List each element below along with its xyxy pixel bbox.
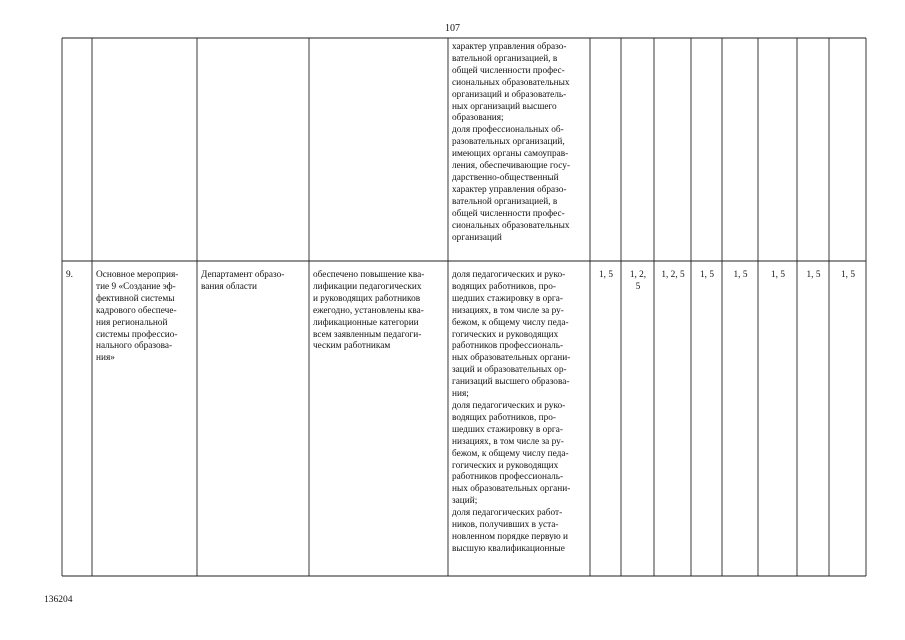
result-cell: обеспечено повышение ква- лификации педагогических и руководящих работников ежегодно, установлены ква- лификационные категории всем заявленным педагоги- ческим работникам — [313, 270, 425, 352]
value-cell-3: 1, 2, 5 — [661, 270, 685, 280]
page-number: 107 — [445, 23, 460, 34]
value-cell-7: 1, 5 — [806, 270, 821, 280]
value-cell-2: 1, 2, 5 — [629, 270, 647, 292]
value-cell-5: 1, 5 — [733, 270, 748, 280]
value-cell-4: 1, 5 — [700, 270, 714, 280]
value-cell-6: 1, 5 — [771, 270, 785, 280]
indicator-cell: доля педагогических и руко- водящих работников, про- шедших стажировку в орга- низациях, в том числе за ру- бежом, к общему числу педа- гогических и руководящих работников профессиональ- ных образовательных органи- заций и образовательных ор- ганизаций высшего образова- ния; доля педагогических и руко- водящих работников, про- шедших стажировку в орга- низациях, в том числе за ру- бежом, к общему числу педа- гогических и руководящих работников профессиональ- ных образовательных органи- заций; доля педагогических работ- ников, получивших в уста- новленном порядке первую и высшую квалификационные — [452, 270, 571, 554]
value-cell-1: 1, 5 — [599, 270, 613, 280]
value-cell-8: 1, 5 — [841, 270, 855, 280]
executor-cell: Департамент образо- вания области — [201, 270, 285, 292]
footer-code: 136204 — [44, 595, 73, 605]
measure-name-cell: Основное мероприя- тие 9 «Создание эф- фективной системы кадрового обеспече- ния региональной системы профессио- нального образова- ния» — [96, 270, 179, 364]
row-number: 9. — [66, 270, 73, 280]
indicator-cell-top: характер управления образо- вательной организацией, в общей численности профес- сиональных образовательных организаций и образователь- ных организаций высшего образования; доля профессиональных об- разовательных организаций, имеющих органы самоуправ- ления, обеспечивающие госу- дарственно-общественный характер управления образо- вательной организацией, в общей численности профес- сиональных образовательных организаций — [452, 42, 571, 243]
